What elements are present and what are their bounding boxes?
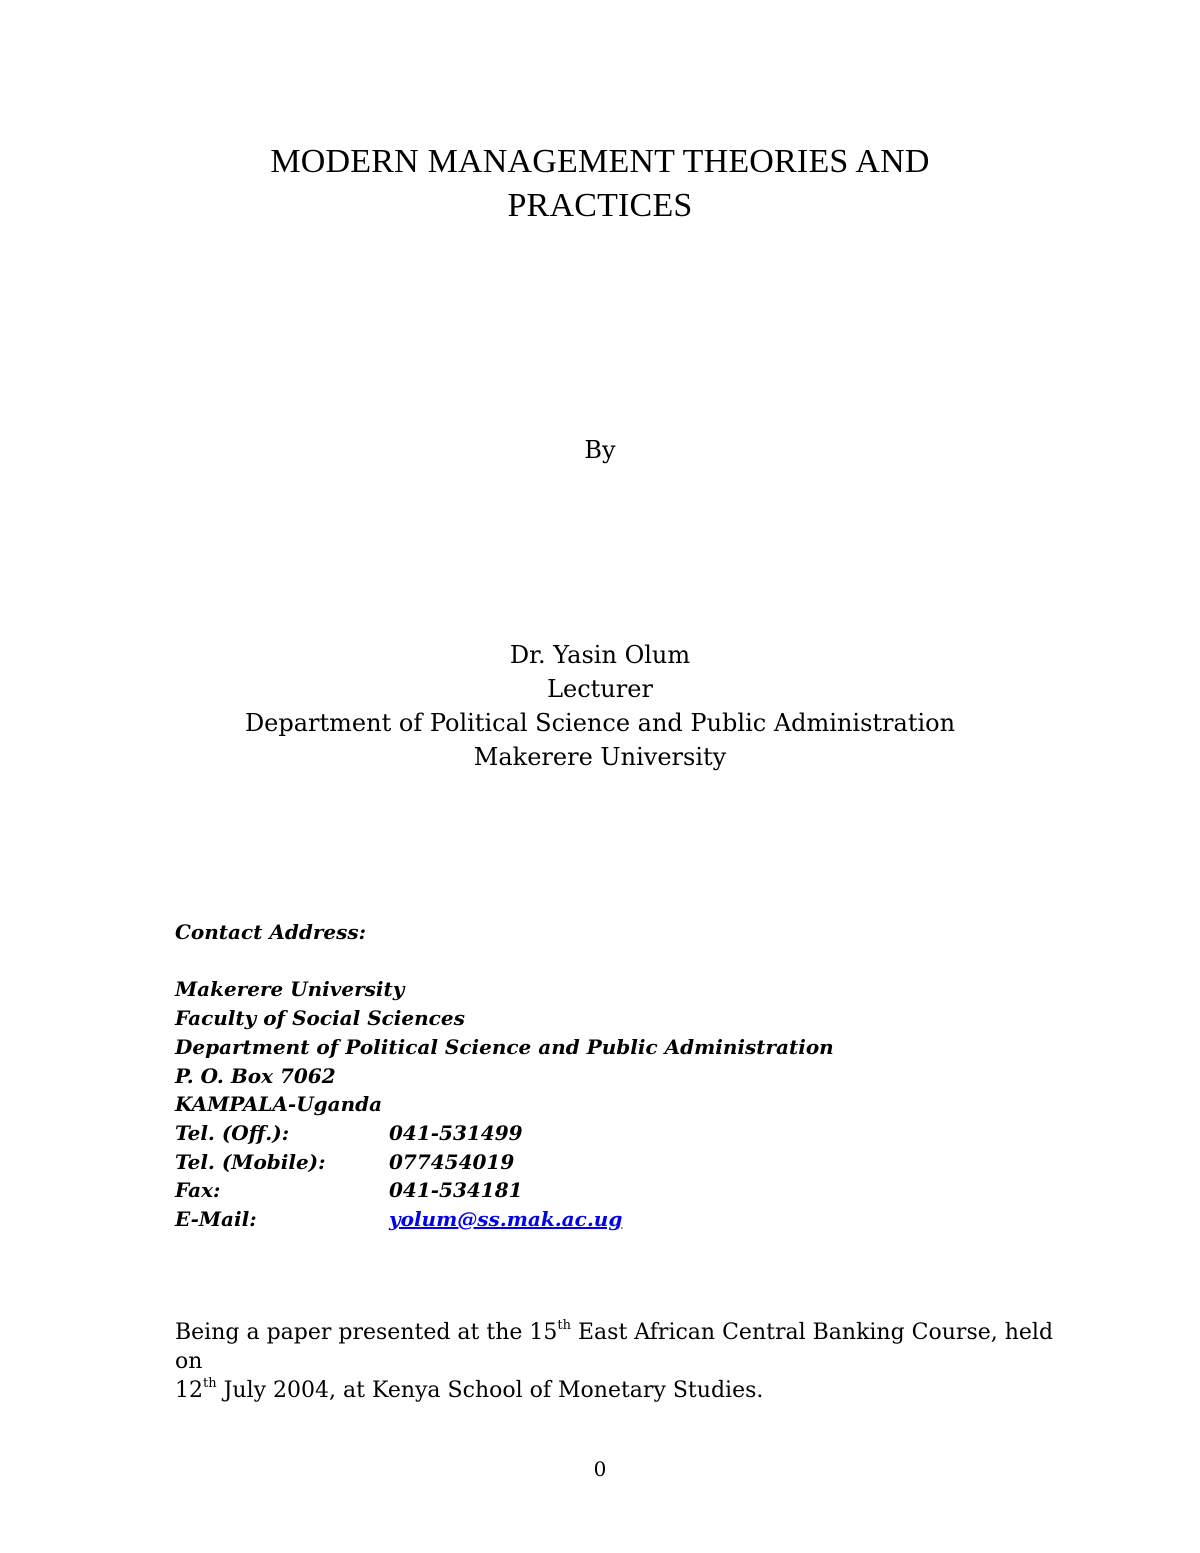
address-line: KAMPALA-Uganda [175,1092,383,1117]
title-line-2: PRACTICES [507,187,693,224]
author-institution: Makerere University [473,743,727,771]
tel-mobile-label: Tel. (Mobile): [175,1149,326,1174]
author-department: Department of Political Science and Public Administration [244,709,956,737]
address-line: Faculty of Social Sciences [175,1006,465,1031]
note-text-4: July 2004, at Kenya School of Monetary Studies. [216,1378,764,1403]
fax-row [175,1176,834,1205]
note-sup-2: th [203,1375,217,1391]
author-position: Lecturer [547,675,653,703]
note-text-2: East African Central Banking Course, held on [175,1320,1054,1374]
contact-heading: Contact Address: [175,920,367,944]
author-block [0,638,1200,774]
contact-address [175,918,834,1234]
email-label: E-Mail: [175,1207,257,1232]
tel-office-row [175,1119,834,1148]
address-line: P. O. Box 7062 [175,1063,336,1088]
email-link[interactable]: yolum@ss.mak.ac.ug [389,1207,623,1232]
presentation-note [175,1318,1055,1405]
email-row [175,1205,834,1234]
note-sup-1: th [557,1317,571,1333]
note-text-3: 12 [175,1378,203,1403]
fax-label: Fax: [175,1178,221,1203]
title-line-1: MODERN MANAGEMENT THEORIES AND [270,143,930,180]
author-name: Dr. Yasin Olum [509,641,691,669]
by-label: By [584,436,616,464]
address-line: Department of Political Science and Public Administration [175,1034,834,1059]
fax-value: 041-534181 [389,1178,523,1203]
page-number: 0 [593,1457,607,1481]
document-title [0,140,1200,228]
tel-mobile-value: 077454019 [389,1149,515,1174]
address-line: Makerere University [175,977,405,1002]
tel-office-value: 041-531499 [389,1120,523,1145]
tel-mobile-row [175,1148,834,1177]
note-text-1: Being a paper presented at the 15 [175,1320,558,1345]
tel-office-label: Tel. (Off.): [175,1120,290,1145]
